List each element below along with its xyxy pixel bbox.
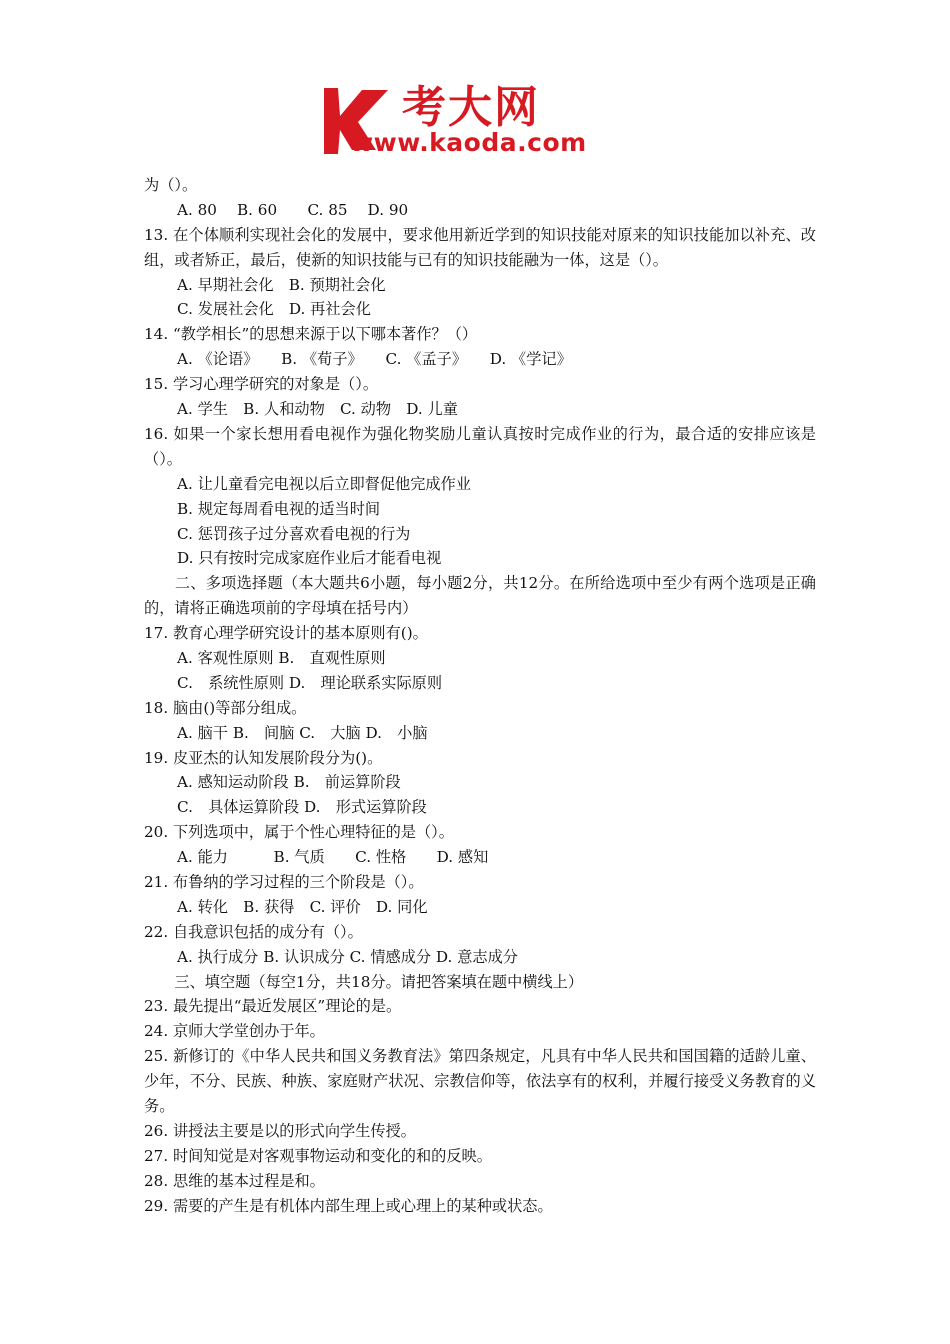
question-line: 25. 新修订的《中华人民共和国义务教育法》第四条规定，凡具有中华人民共和国国籍的适龄儿童、少年，不分、民族、种族、家庭财产状况、宗教信仰等，依法享有的权利，并履行接受义务教育的义务。 (144, 1047, 816, 1116)
option-line: A. 转化 B. 获得 C. 评价 D. 同化 (177, 897, 428, 916)
question-line: 为（）。 (144, 176, 198, 194)
option-line: C. 具体运算阶段 D. 形式运算阶段 (177, 798, 427, 817)
option-line: A. 客观性原则 B. 直观性原则 (177, 649, 386, 668)
option-line: D. 只有按时完成家庭作业后才能看电视 (177, 549, 442, 568)
option-line: A. 感知运动阶段 B. 前运算阶段 (177, 773, 401, 792)
option-line: A. 让儿童看完电视以后立即督促他完成作业 (177, 474, 471, 493)
question-line: 19. 皮亚杰的认知发展阶段分为()。 (144, 748, 383, 767)
option-line: A. 早期社会化 B. 预期社会化 (177, 275, 386, 294)
question-line: 27. 时间知觉是对客观事物运动和变化的和的反映。 (144, 1146, 492, 1165)
option-line: C. 发展社会化 D. 再社会化 (177, 300, 371, 319)
question-line: 22. 自我意识包括的成分有（）。 (144, 922, 363, 941)
option-line: B. 规定每周看电视的适当时间 (177, 499, 381, 518)
question-line: 17. 教育心理学研究设计的基本原则有()。 (144, 624, 428, 643)
question-line: 21. 布鲁纳的学习过程的三个阶段是（）。 (144, 873, 424, 892)
question-line: 二、多项选择题（本大题共6小题，每小题2分，共12分。在所给选项中至少有两个选项是正确的，请将正确选项前的字母填在括号内） (144, 574, 816, 618)
kaoda-logo (318, 84, 638, 160)
question-line: 三、填空题（每空1分，共18分。请把答案填在题中横线上） (144, 972, 584, 991)
logo-chinese-text: 考大网 (402, 82, 540, 133)
question-line: 20. 下列选项中，属于个性心理特征的是（）。 (144, 823, 454, 842)
option-line: A. 脑干 B. 间脑 C. 大脑 D. 小脑 (177, 723, 428, 742)
question-line: 14. “教学相长”的思想来源于以下哪本著作？（） (144, 325, 478, 344)
option-line: A. 学生 B. 人和动物 C. 动物 D. 儿童 (177, 400, 458, 419)
option-line: A. 执行成分 B. 认识成分 C. 情感成分 D. 意志成分 (177, 947, 518, 966)
question-line: 15. 学习心理学研究的对象是（）。 (144, 375, 379, 394)
option-line: A. 能力 B. 气质 C. 性格 D. 感知 (177, 848, 489, 867)
exam-content (144, 173, 816, 1219)
question-line: 24. 京师大学堂创办于年。 (144, 1022, 325, 1041)
logo-url-text: www.kaoda.com (350, 128, 587, 157)
option-line: C. 系统性原则 D. 理论联系实际原则 (177, 673, 443, 692)
question-line: 13. 在个体顺利实现社会化的发展中，要求他用新近学到的知识技能对原来的知识技能加以补充、改组，或者矫正，最后，使新的知识技能与已有的知识技能融为一体，这是（）。 (144, 225, 816, 269)
question-line: 28. 思维的基本过程是和。 (144, 1171, 325, 1190)
question-line: 26. 讲授法主要是以的形式向学生传授。 (144, 1121, 416, 1140)
question-line: 18. 脑由()等部分组成。 (144, 698, 307, 717)
question-line: 23. 最先提出“最近发展区”理论的是。 (144, 997, 402, 1016)
question-line: 29. 需要的产生是有机体内部生理上或心理上的某种或状态。 (144, 1196, 553, 1215)
question-line: 16. 如果一个家长想用看电视作为强化物奖励儿童认真按时完成作业的行为，最合适的安排应该是（）。 (144, 424, 816, 468)
option-line: A. 80 B. 60 C. 85 D. 90 (177, 200, 409, 219)
option-line: A. 《论语》 B. 《荀子》 C. 《孟子》 D. 《学记》 (177, 350, 572, 369)
option-line: C. 惩罚孩子过分喜欢看电视的行为 (177, 524, 411, 543)
